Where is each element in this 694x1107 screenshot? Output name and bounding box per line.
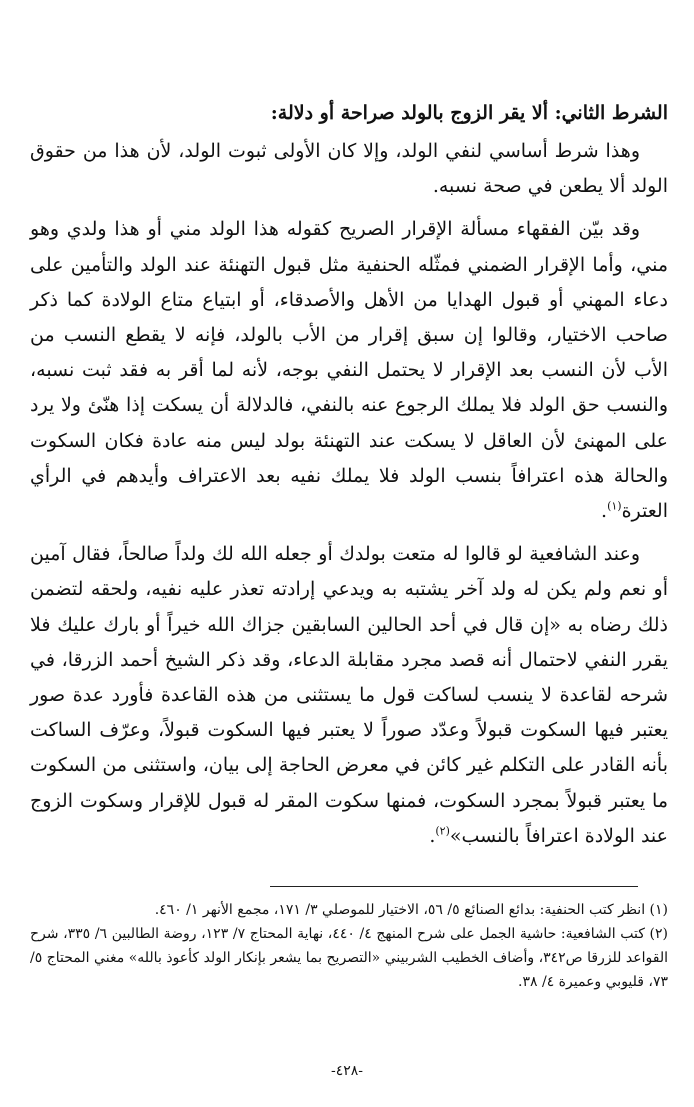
footnotes xyxy=(30,898,668,994)
paragraph-3-text: وعند الشافعية لو قالوا له متعت بولدك أو جعله الله لك ولداً صالحاً، فقال آمين أو نعم ولم يكن له ولد آخر يشتبه به ويدعي إرادته تعذر عليه نفيه، ولحقه لتضمن ذلك رضاه به «إن قال في أحد الحالين السابقين جزاك الله خيراً أو بارك عليك فلا يقرر النفي لاحتمال أنه قصد مجرد مقابلة الدعاء، وقد ذكر الشيخ أحمد الزرقا، في شرحه لقاعدة لا ينسب لساكت قول ما يستثنى من هذه القاعدة فأورد عدة صور يعتبر فيها السكوت قبولاً وعدّد صوراً لا يعتبر فيها السكوت قبولاً، وعرّف الساكت بأنه القادر على التكلم غير كائن في معرض الحاجة إلى بيان، واستثنى من السكوت ما يعتبر قبولاً بمجرد السكوت، فمنها سكوت المقر له قبول للإقرار وسكوت الزوج عند الولادة اعترافاً بالنسب» xyxy=(30,543,668,847)
paragraph-2-tail: . xyxy=(601,500,608,523)
footnote-1: (١) انظر كتب الحنفية: بدائع الصنائع ٥/ ٥٦، الاختيار للموصلي ٣/ ١٧١، مجمع الأنهر ١/ ٤٦٠. xyxy=(154,902,668,918)
section-heading: الشرط الثاني: ألا يقر الزوج بالولد صراحة أو دلالة: xyxy=(270,102,668,124)
paragraph-1 xyxy=(30,134,668,204)
footnote-divider xyxy=(270,886,638,887)
paragraph-2-text: وقد بيّن الفقهاء مسألة الإقرار الصريح كقوله هذا الولد مني أو هذا ولدي وهو مني، وأما الإقرار الضمني فمثّله الحنفية مثل قبول التهنئة عند الولد والتأمين على دعاء المهني أو قبول الهدايا من الأهل والأصدقاء، أو ابتياع متاع الولادة كما ذكر صاحب الاختيار، وقالوا إن سبق إقرار من الأب بالولد، فإنه لا يقطع النسب من الأب لأن النسب بعد الإقرار لا يحتمل النفي بوجه، لأنه لما أقر به فقد ثبت نسبه، والنسب حق الولد فلا يملك الرجوع عنه بالنفي، فالدلالة أن يسكت إذا هنّئ ولا يرد على المهنئ لأن العاقل لا يسكت عند التهنئة بولد ليس منه عادة فكان السكوت والحالة هذه اعترافاً بنسب الولد فلا يملك نفيه بعد الاعتراف وأيدهم في الرأي العترة xyxy=(30,218,668,523)
paragraph-3-tail: . xyxy=(429,824,436,847)
paragraph-2 xyxy=(30,212,668,529)
footnote-2: (٢) كتب الشافعية: حاشية الجمل على شرح المنهج ٤/ ٤٤٠، نهاية المحتاج ٧/ ١٢٣، روضة الطالبين ٦/ ٣٣٥، شرح القواعد للزرقا ص٣٤٢، وأضاف الخطيب الشربيني «التصريح بما يشعر بإنكار الولد كأعوذ بالله» مغني المحتاج ٥/ ٧٣، قليوبي وعميرة ٤/ ٣٨. xyxy=(30,926,669,990)
footnote-ref-1[interactable]: (١) xyxy=(607,499,622,513)
paragraph-1-text: وهذا شرط أساسي لنفي الولد، وإلا كان الأولى ثبوت الولد، لأن هذا من حقوق الولد ألا يطعن في صحة نسبه. xyxy=(30,140,668,198)
page-body xyxy=(30,96,668,862)
paragraph-3 xyxy=(30,537,668,854)
footnote-ref-2[interactable]: (٢) xyxy=(435,824,450,838)
page-number: -٤٢٨- xyxy=(330,1063,364,1079)
